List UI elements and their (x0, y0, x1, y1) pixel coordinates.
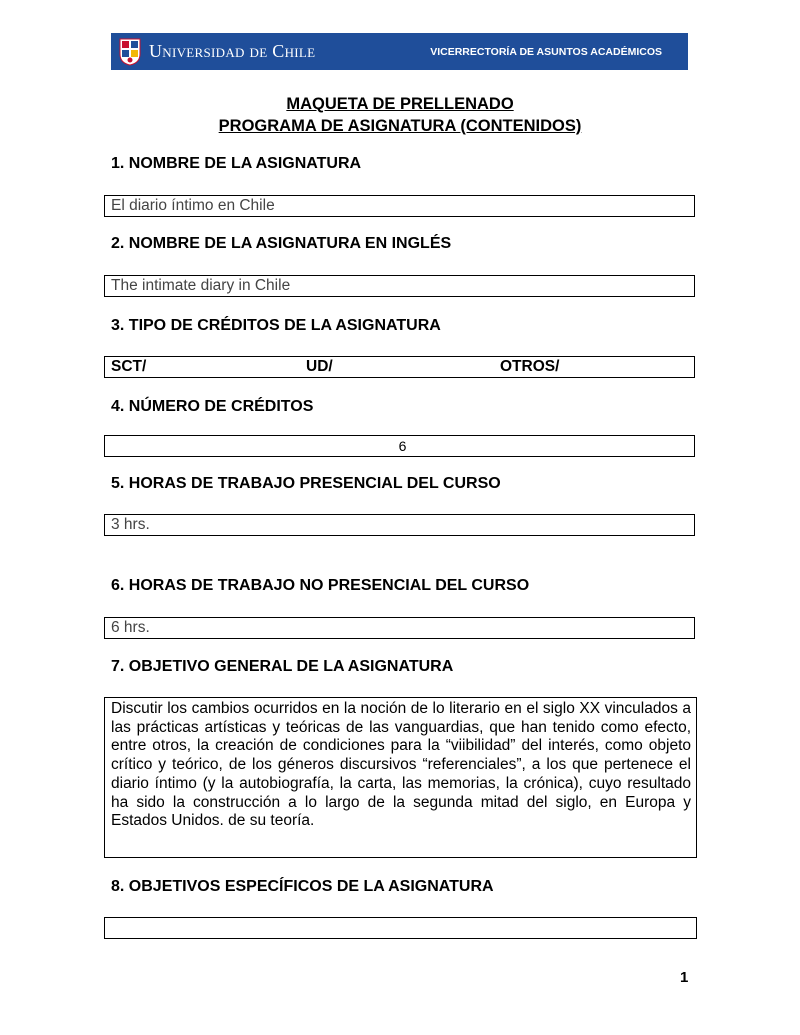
header-banner (111, 33, 688, 70)
course-name-english-field: The intimate diary in Chile (104, 275, 695, 297)
section-5-heading: 5. HORAS DE TRABAJO PRESENCIAL DEL CURSO (111, 475, 501, 492)
section-8-heading: 8. OBJETIVOS ESPECÍFICOS DE LA ASIGNATURA (111, 878, 494, 895)
section-1-heading: 1. NOMBRE DE LA ASIGNATURA (111, 155, 362, 172)
specific-objectives-field (104, 917, 697, 939)
credit-type-otros: OTROS/ (500, 358, 560, 375)
section-3-heading: 3. TIPO DE CRÉDITOS DE LA ASIGNATURA (111, 317, 441, 334)
in-person-hours-field: 3 hrs. (104, 514, 695, 536)
document-title-line-1: MAQUETA DE PRELLENADO (286, 95, 514, 113)
credit-type-sct: SCT/ (111, 358, 147, 375)
section-4-heading: 4. NÚMERO DE CRÉDITOS (111, 398, 314, 415)
course-name-field: El diario íntimo en Chile (104, 195, 695, 217)
document-title-line-2: PROGRAMA DE ASIGNATURA (CONTENIDOS) (218, 117, 582, 135)
university-logo (111, 38, 315, 66)
vicerrectoria-label: VICERRECTORÍA DE ASUNTOS ACADÉMICOS (430, 45, 662, 58)
general-objective-field: Discutir los cambios ocurridos en la noción de lo literario en el siglo XX vinculados a las prácticas artísticas y teóricas de las vanguardias, que han tenido como efecto, entre otros, la creación de condiciones para la “viibilidad” del interés, como objeto crítico y teórico, de los géneros discursivos “referenciales”, a los que pertenece el diario íntimo (y la autobiografía, la carta, las memorias, la crónica), cuyo resultado ha sido la construcción a lo largo de la segunda mitad del siglo, en Europa y Estados Unidos. de su teoría. (104, 697, 697, 858)
university-crest-icon (119, 38, 141, 66)
section-7-heading: 7. OBJETIVO GENERAL DE LA ASIGNATURA (111, 658, 454, 675)
page-number: 1 (680, 969, 689, 986)
section-6-heading: 6. HORAS DE TRABAJO NO PRESENCIAL DEL CURSO (111, 577, 530, 594)
university-name: Universidad de Chile (149, 41, 316, 61)
non-in-person-hours-field: 6 hrs. (104, 617, 695, 639)
credit-number-field: 6 (104, 435, 695, 457)
credit-type-field (104, 356, 695, 378)
credit-type-ud: UD/ (306, 358, 333, 375)
section-2-heading: 2. NOMBRE DE LA ASIGNATURA EN INGLÉS (111, 235, 452, 252)
